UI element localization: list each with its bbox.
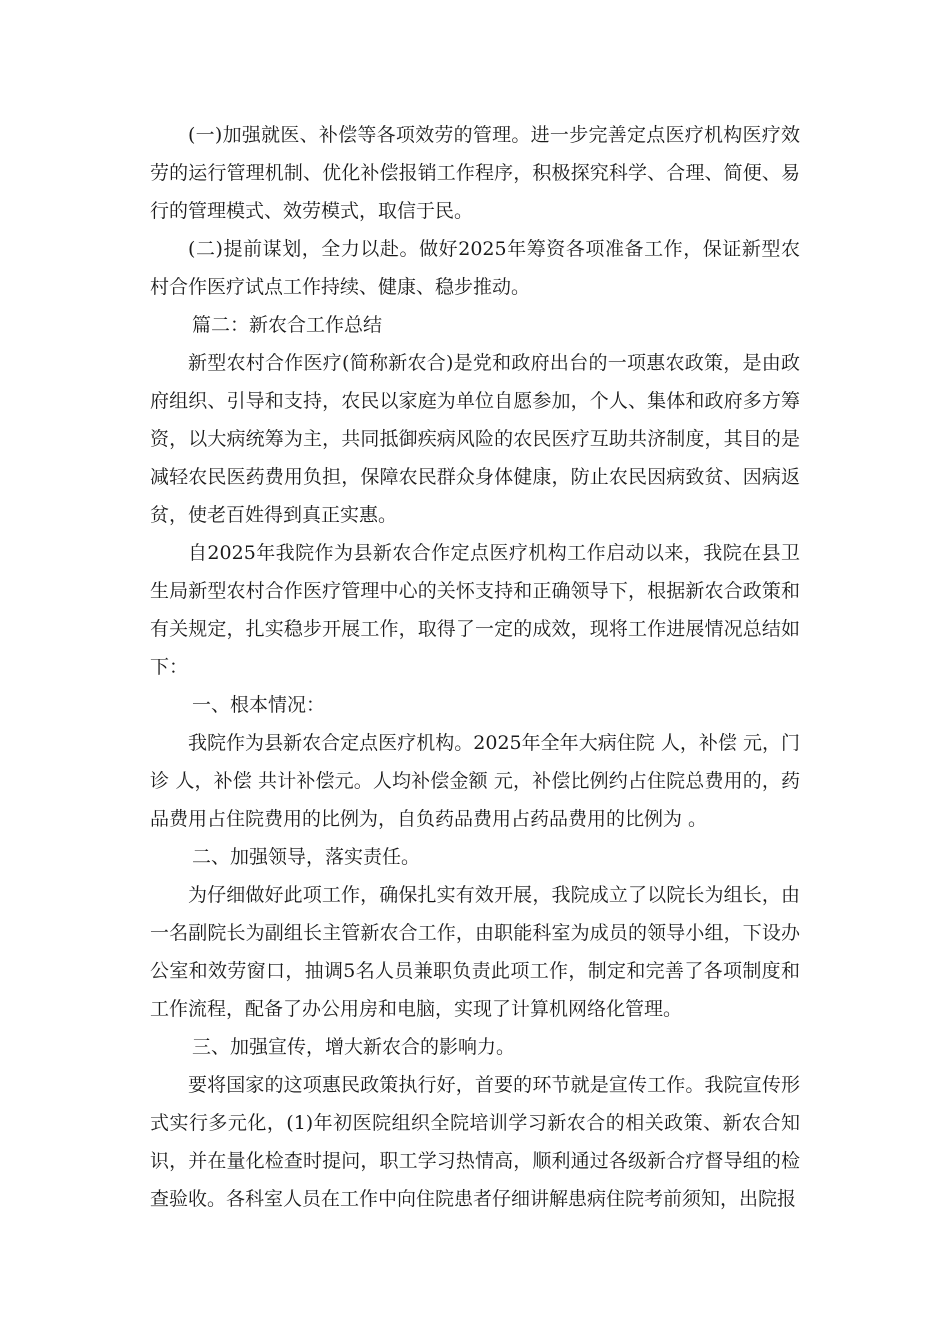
heading-publicity: 三、加强宣传，增大新农合的影响力。 <box>192 1036 516 1058</box>
paragraph-basic-situation: 我院作为县新农合定点医疗机构。2025年全年大病住院 人，补偿 元，门诊 人，补偿 共计补偿元。人均补偿金额 元，补偿比例约占住院总费用的，药品费用占住院费用的比例为，自负药品费用占药品费用的比例为 。 <box>150 732 800 830</box>
section-title-part-two: 篇二：新农合工作总结 <box>192 314 383 336</box>
heading-leadership: 二、加强领导，落实责任。 <box>192 846 421 868</box>
paragraph-leadership: 为仔细做好此项工作，确保扎实有效开展，我院成立了以院长为组长，由一名副院长为副组长主管新农合工作，由职能科室为成员的领导小组，下设办公室和效劳窗口，抽调5名人员兼职负责此项工作，制定和完善了各项制度和工作流程，配备了办公用房和电脑，实现了计算机网络化管理。 <box>150 884 800 1020</box>
document-body <box>150 116 800 1218</box>
paragraph-measure-1: (一)加强就医、补偿等各项效劳的管理。进一步完善定点医疗机构医疗效劳的运行管理机制、优化补偿报销工作程序，积极探究科学、合理、简便、易行的管理模式、效劳模式，取信于民。 <box>150 124 800 222</box>
paragraph-intro: 新型农村合作医疗(简称新农合)是党和政府出台的一项惠农政策，是由政府组织、引导和支持，农民以家庭为单位自愿参加，个人、集体和政府多方筹资，以大病统筹为主，共同抵御疾病风险的农民医疗互助共济制度，其目的是减轻农民医药费用负担，保障农民群众身体健康，防止农民因病致贫、因病返贫，使老百姓得到真正实惠。 <box>150 352 800 526</box>
paragraph-publicity: 要将国家的这项惠民政策执行好，首要的环节就是宣传工作。我院宣传形式实行多元化，(1)年初医院组织全院培训学习新农合的相关政策、新农合知识，并在量化检查时提问，职工学习热情高，顺利通过各级新合疗督导组的检查验收。各科室人员在工作中向住院患者仔细讲解患病住院考前须知，出院报 <box>150 1074 800 1210</box>
paragraph-background: 自2025年我院作为县新农合作定点医疗机构工作启动以来，我院在县卫生局新型农村合作医疗管理中心的关怀支持和正确领导下，根据新农合政策和有关规定，扎实稳步开展工作，取得了一定的成效，现将工作进展情况总结如下： <box>150 542 800 678</box>
paragraph-measure-2: (二)提前谋划，全力以赴。做好2025年筹资各项准备工作，保证新型农村合作医疗试点工作持续、健康、稳步推动。 <box>150 238 800 298</box>
heading-basic-situation: 一、根本情况： <box>192 694 326 716</box>
